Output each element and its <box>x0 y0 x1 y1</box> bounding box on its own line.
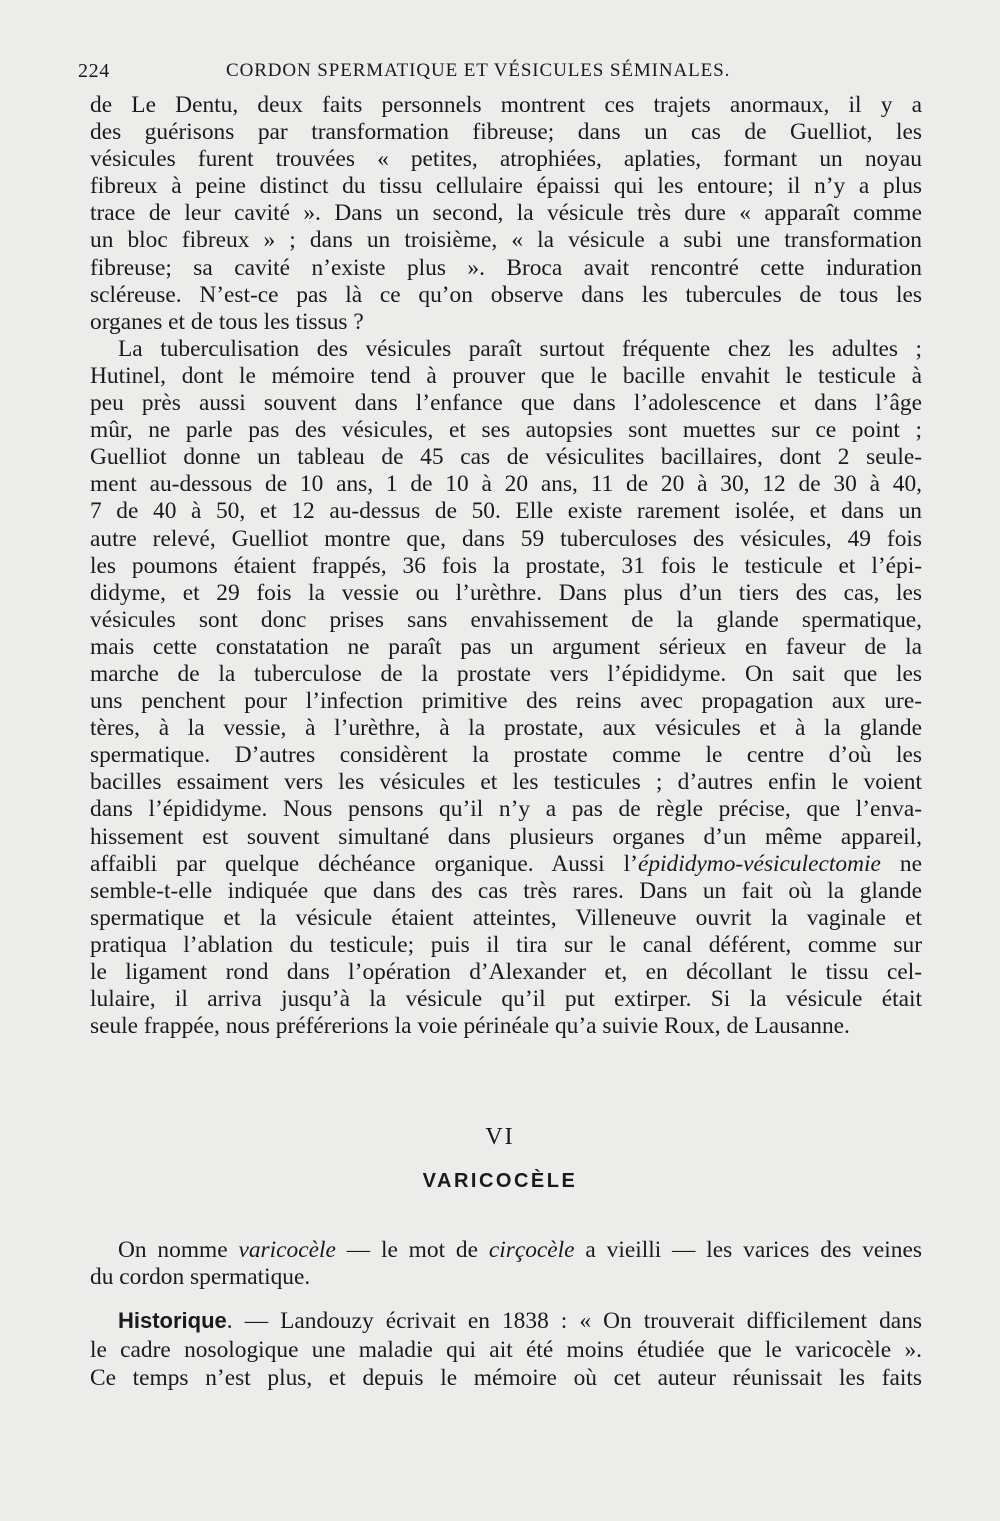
text-line: le cadre nosologique une maladie qui ait été moins étudiée que le varicocèle ». <box>90 1336 922 1363</box>
text-line: un bloc fibreux » ; dans un troisième, « la vésicule a subi une transformation <box>90 227 922 254</box>
page-header <box>78 58 926 86</box>
text-line: Hutinel, dont le mémoire tend à prouver que le bacille envahit le testicule à <box>90 362 922 389</box>
text-line: de Le Dentu, deux faits personnels montrent ces trajets anormaux, il y a <box>90 92 922 118</box>
text-line: mûr, ne parle pas des vésicules, et ses autopsies sont muettes sur ce point ; <box>90 417 922 444</box>
text-line: hissement est souvent simultané dans plusieurs organes d’un même appareil, <box>90 823 922 850</box>
text-line: les poumons étaient frappés, 36 fois la prostate, 31 fois le testicule et l’épi- <box>90 552 922 579</box>
text-line: peu près aussi souvent dans l’enfance que dans l’adolescence et dans l’âge <box>90 390 922 417</box>
historique-text <box>90 1307 922 1393</box>
text-line: pratiqua l’ablation du testicule; puis il tira sur le canal déférent, comme sur <box>90 931 922 958</box>
text-line: tères, à la vessie, à l’urèthre, à la prostate, aux vésicules et à la glande <box>90 715 922 742</box>
section-number: VI <box>485 1124 515 1150</box>
text-line: des guérisons par transformation fibreuse; dans un cas de Guelliot, les <box>90 119 922 146</box>
italic-term: épididymo-vésiculectomie <box>637 850 881 877</box>
text-line: seule frappée, nous préférerions la voie périnéale qu’a suivie Roux, de Lausanne. <box>90 1013 850 1040</box>
text-line-with-italic <box>90 851 922 878</box>
text-line: fibreuse; sa cavité n’existe plus ». Broca avait rencontré cette induration <box>90 254 922 281</box>
text-segment: a vieilli — les varices des veines <box>574 1237 922 1263</box>
text-line: spermatique et la vésicule étaient atteintes, Villeneuve ouvrit la vaginale et <box>90 904 922 931</box>
text-line: scléreuse. N’est-ce pas là ce qu’on observe dans les tubercules de tous les <box>90 281 922 308</box>
text-line: vésicules sont donc prises sans envahissement de la glande spermatique, <box>90 606 922 633</box>
text-line: du cordon spermatique. <box>90 1264 311 1291</box>
italic-term: cirçocèle <box>488 1237 575 1263</box>
definition-text <box>90 1237 922 1291</box>
text-segment: On nomme <box>118 1237 239 1263</box>
text-line: Guelliot donne un tableau de 45 cas de vésiculites bacillaires, dont 2 seule- <box>90 444 922 471</box>
text-line: spermatique. D’autres considèrent la prostate comme le centre d’où les <box>90 742 922 769</box>
text-line: didyme, et 29 fois la vessie ou l’urèthre. Dans plus d’un tiers des cas, les <box>90 579 922 606</box>
historique-paragraph <box>90 1307 922 1393</box>
text-line: Ce temps n’est plus, et depuis le mémoire où cet auteur réunissait les faits <box>90 1365 922 1391</box>
text-line-with-italic <box>90 1237 922 1264</box>
text-line: ment au-dessous de 10 ans, 1 de 10 à 20 ans, 11 de 20 à 30, 12 de 30 à 40, <box>90 471 922 498</box>
text-line-with-heading <box>90 1307 922 1336</box>
text-line: semble-t-elle indiquée que dans des cas très rares. Dans un fait où la glande <box>90 877 922 904</box>
text-line: dans l’épididyme. Nous pensons qu’il n’y a pas de règle précise, que l’enva- <box>90 796 922 823</box>
text-line: uns penchent pour l’infection primitive des reins avec propagation aux ure- <box>90 688 922 715</box>
text-line: organes et de tous les tissus ? <box>90 308 364 335</box>
historique-heading: Historique <box>118 1308 227 1333</box>
text-segment: affaibli par quelque déchéance organique. Aussi l’ <box>90 850 638 877</box>
text-line: La tuberculisation des vésicules paraît surtout fréquente chez les adultes ; <box>118 335 922 362</box>
paragraph-1 <box>90 92 922 336</box>
text-line: autre relevé, Guelliot montre que, dans 59 tuberculoses des vésicules, 49 fois <box>90 525 922 552</box>
text-line: vésicules furent trouvées « petites, atrophiées, aplaties, formant un noyau <box>90 146 922 173</box>
main-text <box>90 92 922 1040</box>
text-line: mais cette constatation ne paraît pas un argument sérieux en faveur de la <box>90 633 922 660</box>
definition-paragraph <box>90 1237 922 1291</box>
text-segment: ne <box>880 850 922 877</box>
paragraph-2 <box>90 336 922 1040</box>
text-line: trace de leur cavité ». Dans un second, la vésicule très dure « apparaît comme <box>90 200 922 227</box>
text-segment: — le mot de <box>335 1237 489 1263</box>
page-number: 224 <box>78 60 110 82</box>
text-line: le ligament rond dans l’opération d’Alexander et, en décollant le tissu cel- <box>90 959 922 985</box>
text-line: fibreux à peine distinct du tissu cellulaire épaissi qui les entoure; il n’y a plus <box>90 173 922 200</box>
running-title: CORDON SPERMATIQUE ET VÉSICULES SÉMINALES. <box>226 60 731 81</box>
section-title: VARICOCÈLE <box>422 1170 578 1192</box>
text-line: marche de la tuberculose de la prostate vers l’épididyme. On sait que les <box>90 660 922 687</box>
text-line: bacilles essaiment vers les vésicules et les testicules ; d’autres enfin le voient <box>90 769 922 796</box>
text-line: 7 de 40 à 50, et 12 au-dessus de 50. Elle existe rarement isolée, et dans un <box>90 498 922 525</box>
text-segment: . — Landouzy écrivait en 1838 : « On trouverait difficilement dans <box>226 1308 922 1334</box>
italic-term: varicocèle <box>238 1237 336 1263</box>
text-line: lulaire, il arriva jusqu’à la vésicule qu’il put extirper. Si la vésicule était <box>90 986 922 1013</box>
